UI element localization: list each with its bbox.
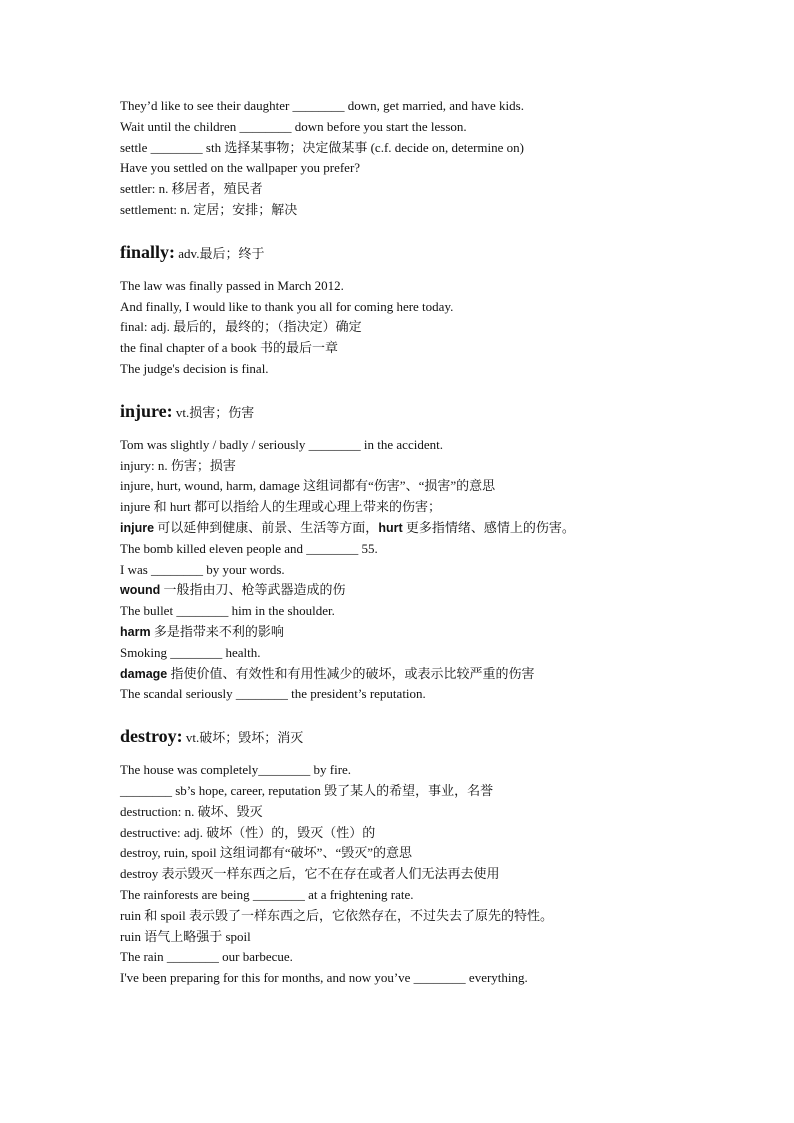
keyword: damage	[120, 666, 168, 681]
keyword: injure	[120, 520, 155, 535]
derived-word: final: adj. 最后的，最终的；（指决定）确定	[120, 319, 362, 335]
headword: destroy:	[120, 726, 183, 747]
usage-note	[120, 580, 760, 601]
injure-section	[120, 399, 760, 705]
example-sentence: The house was completely________ by fire.	[120, 762, 352, 778]
headword: finally:	[120, 241, 176, 262]
usage-note: destroy 表示毁灭一样东西之后，它不在存在或者人们无法再去使用	[120, 866, 500, 882]
entry-heading-destroy	[120, 724, 760, 750]
example-phrase: the final chapter of a book 书的最后一章	[120, 340, 339, 356]
example-sentence: Tom was slightly / badly / seriously ________ in the accident.	[120, 436, 443, 452]
keyword: wound	[120, 583, 161, 598]
usage-text: 更多指情绪、感情上的伤害。	[402, 519, 575, 535]
headword: injure:	[120, 400, 173, 421]
derived-word: settler: n. 移居者，殖民者	[120, 181, 263, 197]
usage-note	[120, 518, 760, 539]
usage-note: injure 和 hurt 都可以指给人的生理或心理上带来的伤害；	[120, 499, 442, 515]
derived-word: settlement: n. 定居；安排；解决	[120, 201, 298, 217]
example-sentence: The law was finally passed in March 2012.	[120, 277, 344, 293]
usage-text: 一般指由刀、枪等武器造成的伤	[160, 582, 346, 598]
example-sentence: The rain ________ our barbecue.	[120, 949, 293, 965]
document-page	[120, 96, 760, 989]
headword-definition: adv.最后；终于	[175, 245, 265, 261]
derived-word: injury: n. 伤害；损害	[120, 457, 236, 473]
example-sentence: The judge's decision is final.	[120, 360, 269, 376]
entry-heading-finally	[120, 240, 760, 266]
example-sentence: The rainforests are being ________ at a frightening rate.	[120, 886, 414, 902]
entry-heading-injure	[120, 399, 760, 425]
example-sentence: I've been preparing for this for months, and now you’ve ________ everything.	[120, 970, 528, 986]
usage-note: ruin 语气上略强于 spoil	[120, 928, 251, 944]
example-sentence: Have you settled on the wallpaper you prefer?	[120, 160, 361, 176]
example-sentence: Smoking ________ health.	[120, 644, 261, 660]
usage-text: 指使价值、有效性和有用性减少的破坏，或表示比较严重的伤害	[167, 665, 535, 681]
headword-definition: vt.损害；伤害	[172, 404, 255, 420]
keyword: hurt	[378, 520, 403, 535]
settle-section	[120, 96, 760, 221]
example-sentence: The bullet ________ him in the shoulder.	[120, 603, 335, 619]
headword-definition: vt.破坏；毁坏；消灭	[182, 730, 304, 746]
example-sentence: The scandal seriously ________ the president’s reputation.	[120, 686, 426, 702]
synonym-note: injure, hurt, wound, harm, damage 这组词都有“伤害”、“损害”的意思	[120, 478, 496, 494]
keyword: harm	[120, 624, 151, 639]
phrase-definition: ________ sb’s hope, career, reputation 毁了某人的希望，事业，名誉	[120, 782, 494, 798]
synonym-note: destroy, ruin, spoil 这组词都有“破坏”、“毁灭”的意思	[120, 845, 412, 861]
usage-note	[120, 622, 760, 643]
example-sentence: They’d like to see their daughter ________ down, get married, and have kids.	[120, 98, 524, 113]
usage-text: 多是指带来不利的影响	[150, 623, 284, 639]
usage-text: 可以延伸到健康、前景、生活等方面，	[154, 519, 379, 535]
phrase-definition: settle ________ sth 选择某事物；决定做某事 (c.f. decide on, determine on)	[120, 139, 525, 155]
derived-word: destructive: adj. 破坏（性）的，毁灭（性）的	[120, 824, 376, 840]
destroy-section	[120, 724, 760, 989]
example-sentence: I was ________ by your words.	[120, 561, 285, 577]
usage-note	[120, 664, 760, 685]
example-sentence: Wait until the children ________ down before you start the lesson.	[120, 118, 467, 134]
derived-word: destruction: n. 破坏、毁灭	[120, 803, 263, 819]
usage-note: ruin 和 spoil 表示毁了一样东西之后，它依然存在，不过失去了原先的特性。	[120, 907, 553, 923]
example-sentence: And finally, I would like to thank you all for coming here today.	[120, 298, 454, 314]
finally-section	[120, 240, 760, 380]
example-sentence: The bomb killed eleven people and ________ 55.	[120, 540, 378, 556]
